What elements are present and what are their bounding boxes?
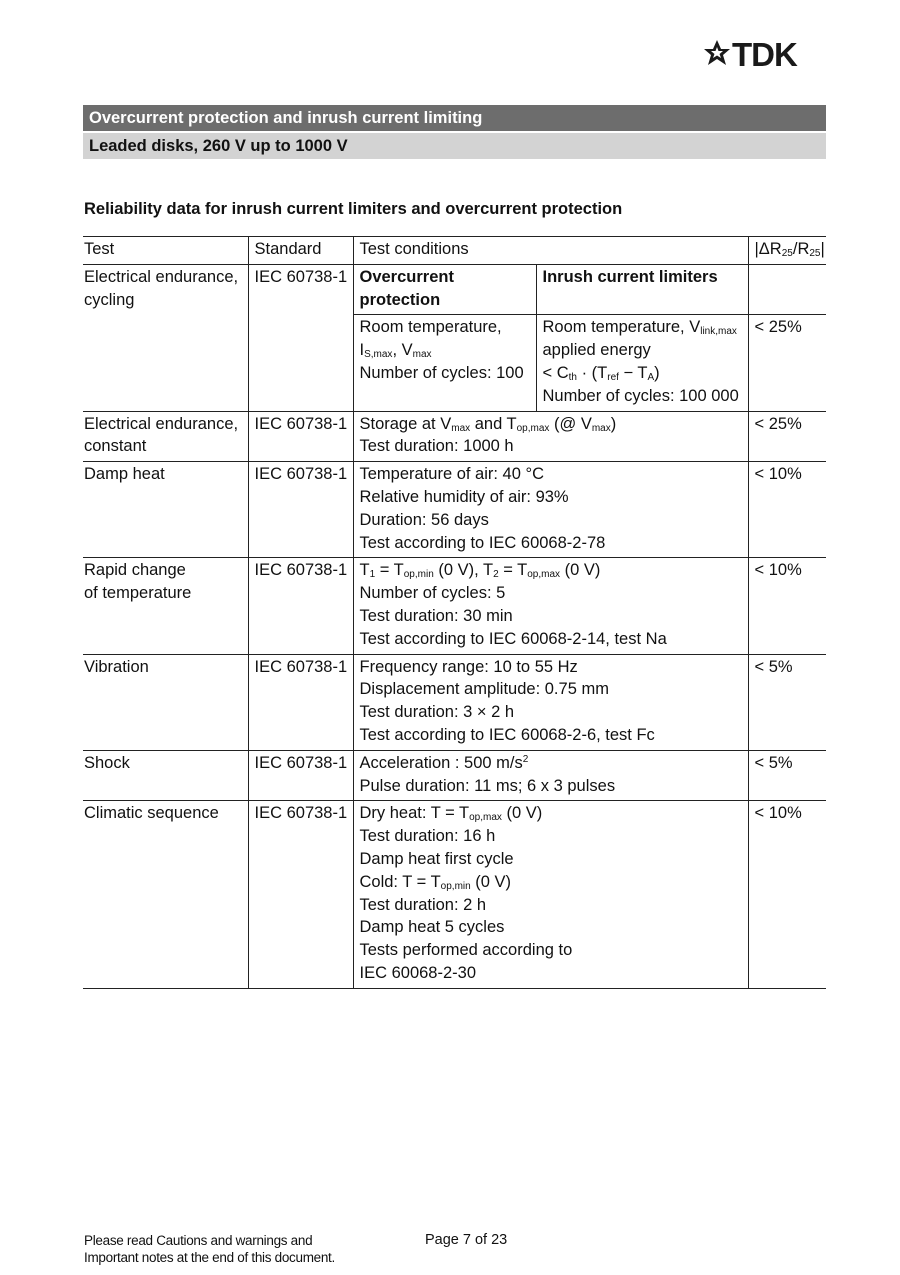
table-row <box>83 801 826 988</box>
cell-conditions: Frequency range: 10 to 55 Hz Displacement amplitude: 0.75 mm Test duration: 3 × 2 h Test according to IEC 60068-2-6, test Fc <box>353 654 748 750</box>
tdk-logo-icon <box>703 38 827 70</box>
cell-standard: IEC 60738-1 <box>248 654 353 750</box>
table-row <box>83 264 826 315</box>
cell-conditions: Dry heat: $T = T_{op,max}$ (0 V) Test duration: 16 h Damp heat first cycle Cold: $T = T_{op,min}$ (0 V) Test duration: 2 h Damp heat 5 cycles Tests performed according to IEC 60068-2-30 <box>353 801 748 988</box>
cell-standard: IEC 60738-1 <box>248 558 353 654</box>
cell-test: Climatic sequence <box>83 801 248 988</box>
table-row <box>83 462 826 558</box>
cell-delta: < 25% <box>748 315 826 411</box>
cell-delta: < 25% <box>748 411 826 462</box>
cell-conditions: Temperature of air: 40 °C Relative humidity of air: 93% Duration: 56 days Test according to IEC 60068-2-78 <box>353 462 748 558</box>
header-test: Test <box>83 237 248 265</box>
cell-standard: IEC 60738-1 <box>248 411 353 462</box>
reliability-table <box>83 236 826 989</box>
header-conditions: Test conditions <box>353 237 748 265</box>
cell-conditions-inrush: Room temperature, $V_{link,max}$ applied energy < $C_{th} \cdot (T_{ref} - T_A)$ Number of cycles: 100 000 <box>536 315 748 411</box>
cell-test: Rapid change of temperature <box>83 558 248 654</box>
subheader-overcurrent: Overcurrent protection <box>353 264 536 315</box>
cell-conditions: Storage at $V_{max}$ and $T_{op,max}$ (@ $V_{max}$) Test duration: 1000 h <box>353 411 748 462</box>
cell-test: Shock <box>83 750 248 801</box>
cell-standard: IEC 60738-1 <box>248 801 353 988</box>
category-bar: Overcurrent protection and inrush current limiting <box>83 105 826 131</box>
section-title: Reliability data for inrush current limiters and overcurrent protection <box>84 200 623 218</box>
table-row <box>83 411 826 462</box>
cell-standard: IEC 60738-1 <box>248 462 353 558</box>
table-row <box>83 654 826 750</box>
cell-delta: < 10% <box>748 558 826 654</box>
page-number: Page 7 of 23 <box>425 1232 508 1248</box>
table-row <box>83 558 826 654</box>
cell-test: Damp heat <box>83 462 248 558</box>
cell-delta: < 10% <box>748 462 826 558</box>
tdk-logo <box>703 38 827 70</box>
cell-test: Electrical endurance, cycling <box>83 264 248 411</box>
subheader-inrush: Inrush current limiters <box>536 264 748 315</box>
footer-note: Please read Cautions and warnings and Important notes at the end of this document. <box>84 1233 335 1265</box>
cell-delta: < 10% <box>748 801 826 988</box>
cell-test: Vibration <box>83 654 248 750</box>
cell-delta: < 5% <box>748 750 826 801</box>
table-header-row <box>83 237 826 265</box>
table-row <box>83 750 826 801</box>
cell-standard: IEC 60738-1 <box>248 750 353 801</box>
tdk-logo-text: TDK <box>732 38 797 70</box>
cell-conditions-overcurrent: Room temperature, $I_{S,max}$, $V_{max}$ Number of cycles: 100 <box>353 315 536 411</box>
cell-test: Electrical endurance, constant <box>83 411 248 462</box>
cell-delta: < 5% <box>748 654 826 750</box>
cell-conditions: $T_1 = T_{op,min}$ (0 V), $T_2 = T_{op,max}$ (0 V) Number of cycles: 5 Test duration: 30 min Test according to IEC 60068-2-14, test Na <box>353 558 748 654</box>
header-delta-r: $|\Delta R_{25}/R_{25}|$ <box>748 237 826 265</box>
cell-delta-empty <box>748 264 826 315</box>
cell-standard: IEC 60738-1 <box>248 264 353 411</box>
header-standard: Standard <box>248 237 353 265</box>
cell-conditions: Acceleration : 500 $m/s^2$ Pulse duration: 11 ms; 6 x 3 pulses <box>353 750 748 801</box>
subcategory-bar: Leaded disks, 260 V up to 1000 V <box>83 133 826 159</box>
